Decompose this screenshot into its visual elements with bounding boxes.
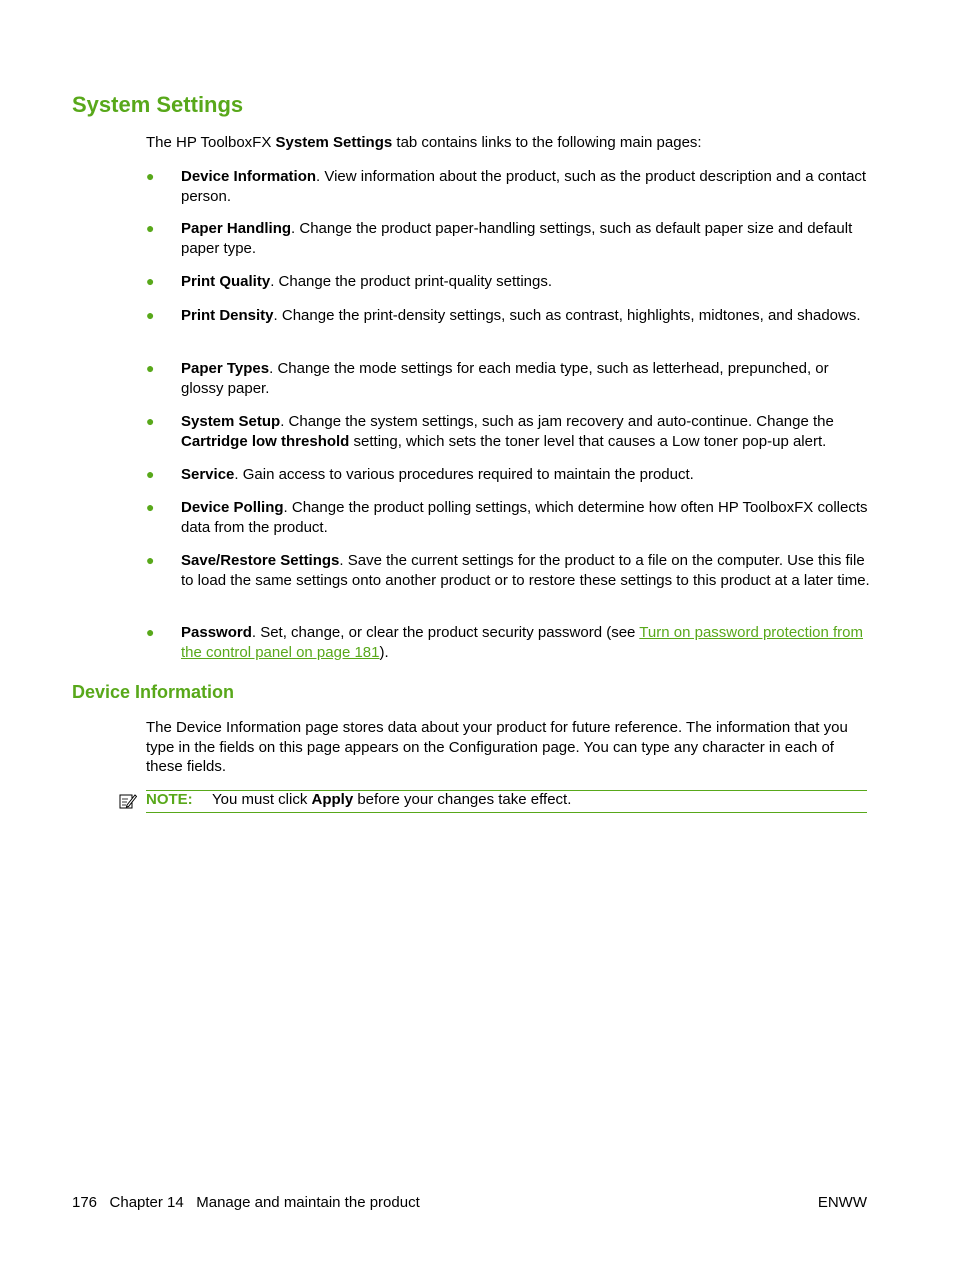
list-item-term: Device Polling <box>181 499 284 516</box>
list-item-system-setup <box>181 412 871 451</box>
note-label: NOTE: <box>146 791 193 808</box>
bullet-icon: ● <box>146 466 155 482</box>
list-item-device-polling <box>181 498 871 537</box>
password-protection-link[interactable]: Turn on password protection from the control panel on page 181 <box>181 624 864 661</box>
note-text-post: before your changes take effect. <box>353 791 572 808</box>
list-item-term: Print Quality <box>181 273 271 290</box>
list-item-description: . Gain access to various procedures required to maintain the product. <box>234 466 694 483</box>
bullet-icon: ● <box>146 499 155 515</box>
device-information-paragraph: The Device Information page stores data about your product for future reference. The information that you type in the fields on this page appears on the Configuration page. You can type any character in each of these fields. <box>146 719 848 775</box>
list-item-description: . Change the system settings, such as jam recovery and auto-continue. Change the <box>280 413 834 430</box>
list-item-term: Password <box>181 624 252 641</box>
list-item-paper-types <box>181 359 871 398</box>
bullet-icon: ● <box>146 307 155 323</box>
note-text <box>212 790 571 810</box>
list-item-term: Service <box>181 466 235 483</box>
list-item-password <box>181 623 871 662</box>
bullet-icon: ● <box>146 220 155 236</box>
intro-text-post: tab contains links to the following main pages: <box>392 134 702 151</box>
list-item-service <box>181 465 871 485</box>
list-item-paper-handling <box>181 219 871 258</box>
note-pencil-icon <box>119 792 137 810</box>
section-heading-device-information: Device Information <box>72 682 235 702</box>
list-item-description: . Change the product paper-handling settings, such as default paper size and default paper type. <box>181 220 853 257</box>
list-item-description-continued: setting, which sets the toner level that causes a Low toner pop-up alert. <box>349 432 827 450</box>
footer-enww: ENWW <box>817 1194 867 1211</box>
list-item-description: . Change the product polling settings, which determine how often HP ToolboxFX collects data from the product. <box>181 499 868 536</box>
intro-text-bold: System Settings <box>275 134 393 151</box>
bullet-icon: ● <box>146 624 155 640</box>
note-text-pre: You must click <box>212 791 312 808</box>
bullet-icon: ● <box>146 360 155 376</box>
list-item-description: . Save the current settings for the product to a file on the computer. Use this file to load the same settings onto another product or to restore these settings to this product at a later time. <box>181 552 870 589</box>
list-item-print-density <box>181 306 871 326</box>
bullet-icon: ● <box>146 273 155 289</box>
list-item-term: System Setup <box>181 413 281 430</box>
list-item-term: Print Density <box>181 307 274 324</box>
list-item-device-information <box>181 167 871 206</box>
list-item-description: . Change the product print-quality settings. <box>270 273 553 290</box>
footer-page-info: 176 Chapter 14 Manage and maintain the product <box>72 1194 420 1211</box>
list-item-term: Paper Types <box>181 360 270 377</box>
list-item-term: Save/Restore Settings <box>181 552 340 569</box>
list-item-term: Paper Handling <box>181 220 292 237</box>
bullet-icon: ● <box>146 552 155 568</box>
list-item-description-continued: ). <box>379 643 389 661</box>
page-title: System Settings <box>72 92 244 117</box>
list-item-term-secondary: Cartridge low threshold <box>181 432 350 450</box>
list-item-description: . Change the mode settings for each media type, such as letterhead, prepunched, or glossy paper. <box>181 360 829 397</box>
intro-paragraph <box>146 133 870 153</box>
bullet-icon: ● <box>146 168 155 184</box>
bullet-icon: ● <box>146 413 155 429</box>
list-item-description: . Change the print-density settings, such as contrast, highlights, midtones, and shadows. <box>273 307 861 324</box>
note-bottom-rule <box>146 812 867 813</box>
list-item-term: Device Information <box>181 168 317 185</box>
list-item-print-quality <box>181 272 871 292</box>
note-text-bold: Apply <box>311 791 354 808</box>
list-item-description: . View information about the product, such as the product description and a contact person. <box>181 168 867 205</box>
intro-text-pre: The HP ToolboxFX <box>146 134 276 151</box>
list-item-description: . Set, change, or clear the product security password (see <box>251 624 640 641</box>
list-item-save-restore-settings <box>181 551 871 590</box>
